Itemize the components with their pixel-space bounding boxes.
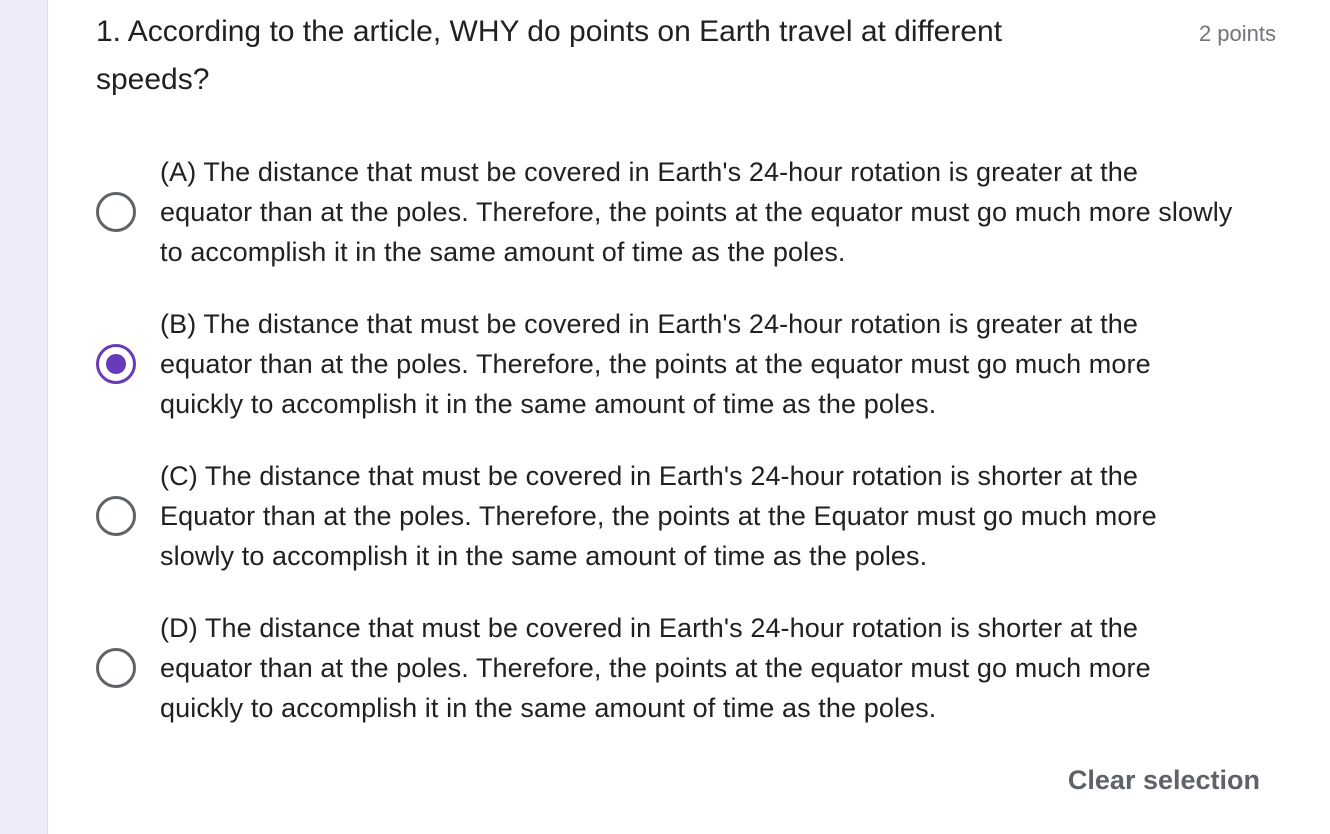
option-a-label[interactable]: (A) The distance that must be covered in Earth's 24-hour rotation is greater at the equator than at the poles. Therefore, the points at the equator must go much more slowly to accomplish it in the same amount of time as the poles. [160,157,1233,267]
question-title: 1. According to the article, WHY do points on Earth travel at different speeds? [96,15,1003,96]
option-b-radio[interactable] [96,344,136,384]
option-a-radio[interactable] [96,192,136,232]
option-c-label[interactable]: (C) The distance that must be covered in Earth's 24-hour rotation is shorter at the Equator than at the poles. Therefore, the points at the Equator must go much more slowly to accomplish it in the same amount of time as the poles. [160,461,1157,571]
option-a[interactable] [96,152,1236,272]
option-c-radio[interactable] [96,496,136,536]
option-d-radio[interactable] [96,648,136,688]
option-c[interactable] [96,456,1236,576]
answer-options [96,152,1236,760]
option-b-label[interactable]: (B) The distance that must be covered in Earth's 24-hour rotation is greater at the equator than at the poles. Therefore, the points at the equator must go much more quickly to accomplish it in the same amount of time as the poles. [160,309,1151,419]
question-card [47,0,1330,834]
clear-selection-button[interactable]: Clear selection [1068,760,1260,800]
option-d-label[interactable]: (D) The distance that must be covered in Earth's 24-hour rotation is shorter at the equator than at the poles. Therefore, the points at the equator must go much more quickly to accomplish it in the same amount of time as the poles. [160,613,1151,723]
option-d[interactable] [96,608,1236,728]
option-b[interactable] [96,304,1236,424]
points-label: 2 points [1198,21,1276,46]
